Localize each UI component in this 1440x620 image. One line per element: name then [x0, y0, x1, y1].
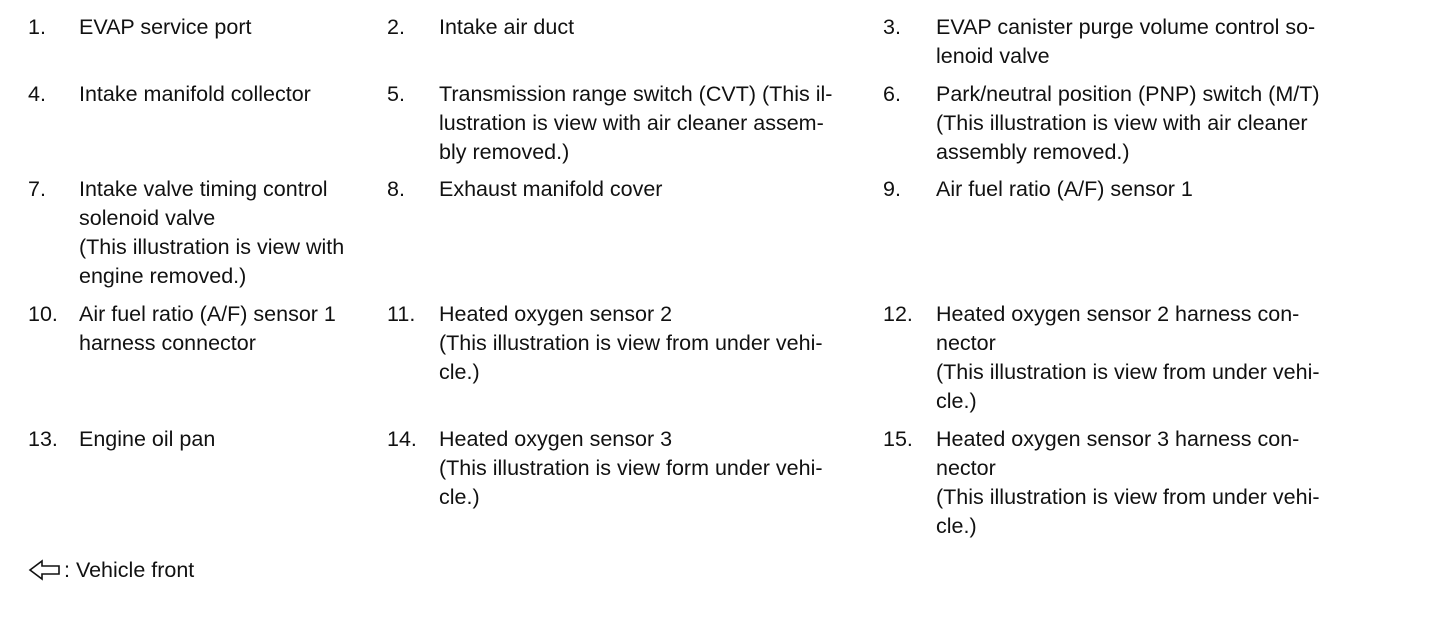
item-number: 6. — [883, 82, 901, 106]
description-line: Transmission range switch (CVT) (This il- — [439, 82, 833, 106]
description-line: (This illustration is view with air cleaner — [936, 111, 1308, 135]
item-description — [79, 80, 311, 109]
description-line: Heated oxygen sensor 3 harness con- — [936, 427, 1300, 451]
description-line: (This illustration is view from under vehi- — [439, 331, 823, 355]
item-number: 5. — [387, 82, 405, 106]
item-number: 14. — [387, 427, 417, 451]
item-number: 11. — [387, 302, 416, 326]
description-line: Heated oxygen sensor 2 harness con- — [936, 302, 1300, 326]
item-number: 2. — [387, 15, 405, 39]
description-line: Intake manifold collector — [79, 82, 311, 106]
description-line: solenoid valve — [79, 206, 216, 230]
item-description — [936, 175, 1193, 204]
description-line: (This illustration is view with — [79, 235, 345, 259]
description-line: Intake valve timing control — [79, 177, 328, 201]
item-description — [936, 13, 1315, 71]
description-line: Engine oil pan — [79, 427, 216, 451]
description-line: Exhaust manifold cover — [439, 177, 663, 201]
vehicle-front-legend — [28, 556, 194, 585]
description-line: bly removed.) — [439, 140, 570, 164]
item-number: 8. — [387, 177, 405, 201]
description-line: nector — [936, 331, 996, 355]
description-line: lustration is view with air cleaner assem- — [439, 111, 824, 135]
description-line: Park/neutral position (PNP) switch (M/T) — [936, 82, 1320, 106]
item-description — [439, 13, 574, 42]
item-number: 7. — [28, 177, 46, 201]
item-number: 15. — [883, 427, 913, 451]
item-description — [79, 13, 251, 42]
item-description — [439, 425, 823, 512]
description-line: engine removed.) — [79, 264, 247, 288]
description-line: harness connector — [79, 331, 256, 355]
item-description — [936, 300, 1320, 416]
description-line: cle.) — [439, 360, 480, 384]
item-description — [439, 80, 832, 167]
item-number: 4. — [28, 82, 46, 106]
item-number: 13. — [28, 427, 58, 451]
item-description — [936, 80, 1320, 167]
item-description — [79, 425, 215, 454]
description-line: lenoid valve — [936, 44, 1050, 68]
description-line: Intake air duct — [439, 15, 575, 39]
item-number: 1. — [28, 15, 46, 39]
description-line: cle.) — [936, 514, 977, 538]
description-line: assembly removed.) — [936, 140, 1130, 164]
description-line: cle.) — [936, 389, 977, 413]
description-line: Air fuel ratio (A/F) sensor 1 — [79, 302, 336, 326]
vehicle-front-label: : Vehicle front — [64, 558, 195, 582]
item-number: 12. — [883, 302, 913, 326]
description-line: cle.) — [439, 485, 480, 509]
description-line: (This illustration is view form under vehi- — [439, 456, 823, 480]
description-line: Heated oxygen sensor 3 — [439, 427, 673, 451]
item-description — [439, 300, 823, 387]
item-description — [79, 300, 336, 358]
item-description — [439, 175, 662, 204]
description-line: EVAP service port — [79, 15, 252, 39]
item-description — [79, 175, 344, 291]
description-line: (This illustration is view from under vehi- — [936, 360, 1320, 384]
description-line: Air fuel ratio (A/F) sensor 1 — [936, 177, 1193, 201]
item-number: 10. — [28, 302, 58, 326]
description-line: (This illustration is view from under vehi- — [936, 485, 1320, 509]
item-description — [936, 425, 1320, 541]
description-line: nector — [936, 456, 996, 480]
item-number: 9. — [883, 177, 901, 201]
left-arrow-outline-icon — [28, 558, 62, 582]
description-line: Heated oxygen sensor 2 — [439, 302, 673, 326]
item-number: 3. — [883, 15, 901, 39]
description-line: EVAP canister purge volume control so- — [936, 15, 1316, 39]
